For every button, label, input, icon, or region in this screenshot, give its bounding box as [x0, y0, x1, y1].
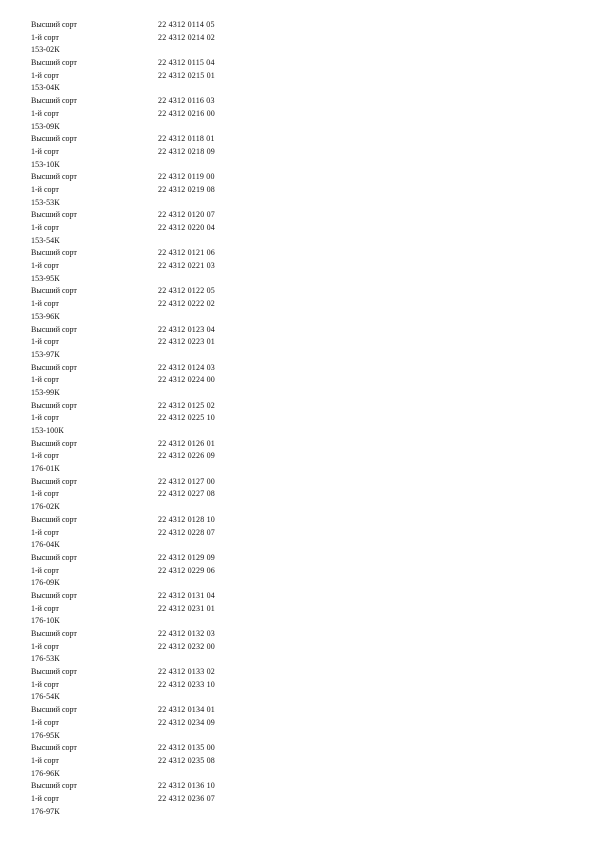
grade-row — [31, 717, 571, 730]
grade-row — [31, 590, 571, 603]
okp-code: 22 4312 0115 04 — [158, 58, 215, 68]
okp-code: 22 4312 0123 04 — [158, 324, 215, 334]
grade-row — [31, 488, 571, 501]
grade-row — [31, 324, 571, 337]
product-code-label: 176-95К — [31, 730, 60, 740]
grade-label: Высший сорт — [31, 172, 77, 182]
grade-row — [31, 450, 571, 463]
grade-label: 1-й сорт — [31, 223, 59, 232]
product-code-heading — [31, 425, 571, 438]
okp-code: 22 4312 0219 08 — [158, 184, 215, 194]
product-code-heading — [31, 159, 571, 172]
grade-row — [31, 133, 571, 146]
okp-code: 22 4312 0133 02 — [158, 667, 215, 677]
okp-code: 22 4312 0216 00 — [158, 108, 215, 118]
product-code-heading — [31, 653, 571, 666]
okp-code: 22 4312 0234 09 — [158, 717, 215, 727]
okp-code: 22 4312 0118 01 — [158, 134, 215, 144]
grade-row — [31, 70, 571, 83]
product-code-label: 176-02К — [31, 502, 60, 512]
okp-code: 22 4312 0228 07 — [158, 527, 215, 537]
product-code-heading — [31, 463, 571, 476]
product-code-label: 153-10К — [31, 159, 60, 169]
grade-row — [31, 209, 571, 222]
product-code-label: 153-100К — [31, 426, 64, 435]
product-code-heading — [31, 691, 571, 704]
grade-label: 1-й сорт — [31, 755, 59, 765]
grade-label: Высший сорт — [31, 476, 77, 486]
okp-code: 22 4312 0223 01 — [158, 337, 215, 347]
grade-row — [31, 527, 571, 540]
grade-label: 1-й сорт — [31, 679, 59, 689]
okp-code: 22 4312 0121 06 — [158, 248, 215, 258]
grade-label: 1-й сорт — [31, 184, 59, 194]
product-group — [31, 425, 571, 463]
okp-code: 22 4312 0220 04 — [158, 223, 215, 232]
grade-row — [31, 19, 571, 32]
grade-label: Высший сорт — [31, 781, 77, 791]
okp-code: 22 4312 0226 09 — [158, 451, 215, 461]
product-group — [31, 501, 571, 539]
product-group — [31, 615, 571, 653]
product-group — [31, 235, 571, 273]
grade-row — [31, 95, 571, 108]
grade-code-list — [31, 19, 571, 818]
grade-label: 1-й сорт — [31, 299, 59, 309]
grade-label: 1-й сорт — [31, 375, 59, 385]
okp-code: 22 4312 0124 03 — [158, 362, 215, 372]
okp-code: 22 4312 0126 01 — [158, 438, 215, 448]
okp-code: 22 4312 0129 09 — [158, 552, 215, 562]
product-code-heading — [31, 387, 571, 400]
product-code-label: 153-95К — [31, 273, 60, 283]
grade-row — [31, 222, 571, 235]
okp-code: 22 4312 0214 02 — [158, 32, 215, 42]
okp-code: 22 4312 0224 00 — [158, 375, 215, 385]
product-group — [31, 539, 571, 577]
grade-row — [31, 336, 571, 349]
grade-label: 1-й сорт — [31, 70, 59, 80]
grade-row — [31, 552, 571, 565]
product-code-label: 153-97К — [31, 349, 60, 359]
product-code-heading — [31, 577, 571, 590]
grade-row — [31, 171, 571, 184]
grade-label: Высший сорт — [31, 96, 77, 106]
product-code-heading — [31, 121, 571, 134]
product-code-label: 153-53К — [31, 197, 60, 207]
grade-row — [31, 57, 571, 70]
okp-code: 22 4312 0136 10 — [158, 781, 215, 791]
product-code-label: 153-99К — [31, 387, 60, 397]
okp-code: 22 4312 0225 10 — [158, 413, 215, 423]
product-code-heading — [31, 615, 571, 628]
product-code-heading — [31, 197, 571, 210]
grade-row — [31, 514, 571, 527]
okp-code: 22 4312 0222 02 — [158, 299, 215, 309]
product-code-heading — [31, 730, 571, 743]
okp-code: 22 4312 0119 00 — [158, 172, 215, 182]
grade-row — [31, 438, 571, 451]
okp-code: 22 4312 0135 00 — [158, 743, 215, 753]
product-group — [31, 121, 571, 159]
product-code-heading — [31, 501, 571, 514]
grade-row — [31, 565, 571, 578]
okp-code: 22 4312 0134 01 — [158, 705, 215, 715]
product-code-label: 153-04К — [31, 83, 60, 93]
grade-label: Высший сорт — [31, 210, 77, 220]
okp-code: 22 4312 0227 08 — [158, 489, 215, 499]
product-code-label: 176-54К — [31, 692, 60, 702]
grade-row — [31, 184, 571, 197]
grade-row — [31, 679, 571, 692]
product-code-label: 153-54К — [31, 235, 60, 245]
product-code-label: 176-04К — [31, 540, 60, 550]
grade-row — [31, 780, 571, 793]
grade-label: Высший сорт — [31, 667, 77, 677]
okp-code: 22 4312 0232 00 — [158, 641, 215, 651]
product-code-label: 176-97К — [31, 806, 60, 816]
grade-row — [31, 641, 571, 654]
product-code-heading — [31, 768, 571, 781]
okp-code: 22 4312 0218 09 — [158, 146, 215, 156]
grade-label: 1-й сорт — [31, 413, 59, 423]
product-code-label: 176-10К — [31, 616, 60, 626]
grade-label: Высший сорт — [31, 20, 77, 29]
product-code-heading — [31, 235, 571, 248]
okp-code: 22 4312 0235 08 — [158, 755, 215, 765]
product-code-heading — [31, 82, 571, 95]
grade-label: Высший сорт — [31, 134, 77, 144]
product-group — [31, 44, 571, 82]
okp-code: 22 4312 0122 05 — [158, 286, 215, 296]
product-group — [31, 311, 571, 349]
grade-row — [31, 793, 571, 806]
grade-row — [31, 108, 571, 121]
grade-label: 1-й сорт — [31, 337, 59, 347]
okp-code: 22 4312 0221 03 — [158, 261, 215, 271]
product-code-heading — [31, 349, 571, 362]
grade-row — [31, 260, 571, 273]
grade-label: 1-й сорт — [31, 261, 59, 271]
grade-label: Высший сорт — [31, 514, 77, 524]
grade-label: Высший сорт — [31, 248, 77, 258]
grade-label: Высший сорт — [31, 590, 77, 600]
grade-label: 1-й сорт — [31, 451, 59, 461]
okp-code: 22 4312 0128 10 — [158, 514, 215, 524]
okp-code: 22 4312 0125 02 — [158, 400, 215, 410]
grade-row — [31, 400, 571, 413]
grade-label: 1-й сорт — [31, 146, 59, 156]
grade-label: 1-й сорт — [31, 489, 59, 499]
grade-label: 1-й сорт — [31, 565, 59, 575]
product-group — [31, 730, 571, 768]
grade-label: Высший сорт — [31, 362, 77, 372]
okp-code: 22 4312 0233 10 — [158, 679, 215, 689]
product-group — [31, 768, 571, 806]
grade-label: 1-й сорт — [31, 108, 59, 118]
product-code-heading — [31, 806, 571, 819]
grade-row — [31, 32, 571, 45]
grade-label: Высший сорт — [31, 705, 77, 715]
grade-row — [31, 412, 571, 425]
okp-code: 22 4312 0231 01 — [158, 603, 215, 613]
product-group — [31, 577, 571, 615]
product-group — [31, 349, 571, 387]
product-code-heading — [31, 311, 571, 324]
okp-code: 22 4312 0132 03 — [158, 629, 215, 638]
grade-label: 1-й сорт — [31, 641, 59, 651]
product-group — [31, 273, 571, 311]
product-code-label: 153-96К — [31, 311, 60, 321]
grade-label: Высший сорт — [31, 552, 77, 562]
grade-row — [31, 476, 571, 489]
grade-label: 1-й сорт — [31, 527, 59, 537]
okp-code: 22 4312 0116 03 — [158, 96, 215, 106]
okp-code: 22 4312 0215 01 — [158, 70, 215, 80]
product-code-label: 153-02К — [31, 45, 60, 55]
product-group — [31, 691, 571, 729]
product-group — [31, 387, 571, 425]
okp-code: 22 4312 0236 07 — [158, 793, 215, 803]
grade-row — [31, 298, 571, 311]
okp-code: 22 4312 0127 00 — [158, 476, 215, 486]
grade-label: Высший сорт — [31, 743, 77, 753]
okp-code: 22 4312 0131 04 — [158, 590, 215, 600]
product-group — [31, 82, 571, 120]
grade-row — [31, 704, 571, 717]
grade-label: 1-й сорт — [31, 32, 59, 42]
product-group — [31, 806, 571, 819]
grade-row — [31, 146, 571, 159]
product-code-label: 176-09К — [31, 578, 60, 588]
product-code-label: 153-09К — [31, 121, 60, 131]
okp-code: 22 4312 0114 05 — [158, 20, 215, 29]
grade-label: Высший сорт — [31, 58, 77, 68]
grade-label: Высший сорт — [31, 324, 77, 334]
product-code-label: 176-01К — [31, 464, 60, 474]
grade-row — [31, 603, 571, 616]
grade-row — [31, 362, 571, 375]
okp-code: 22 4312 0229 06 — [158, 565, 215, 575]
product-group — [31, 159, 571, 197]
grade-label: 1-й сорт — [31, 717, 59, 727]
grade-row — [31, 628, 571, 641]
product-code-label: 176-96К — [31, 768, 60, 778]
grade-label: Высший сорт — [31, 629, 77, 638]
grade-row — [31, 374, 571, 387]
product-code-label: 176-53К — [31, 654, 60, 664]
product-code-heading — [31, 539, 571, 552]
grade-label: Высший сорт — [31, 400, 77, 410]
grade-row — [31, 666, 571, 679]
grade-row — [31, 247, 571, 260]
okp-code: 22 4312 0120 07 — [158, 210, 215, 220]
grade-row — [31, 285, 571, 298]
grade-label: 1-й сорт — [31, 793, 59, 803]
product-code-heading — [31, 44, 571, 57]
product-code-heading — [31, 273, 571, 286]
grade-label: Высший сорт — [31, 286, 77, 296]
grade-label: Высший сорт — [31, 438, 77, 448]
product-group — [31, 463, 571, 501]
product-group — [31, 653, 571, 691]
grade-label: 1-й сорт — [31, 603, 59, 613]
product-group — [31, 197, 571, 235]
grade-row — [31, 742, 571, 755]
grade-row — [31, 755, 571, 768]
product-group — [31, 19, 571, 44]
